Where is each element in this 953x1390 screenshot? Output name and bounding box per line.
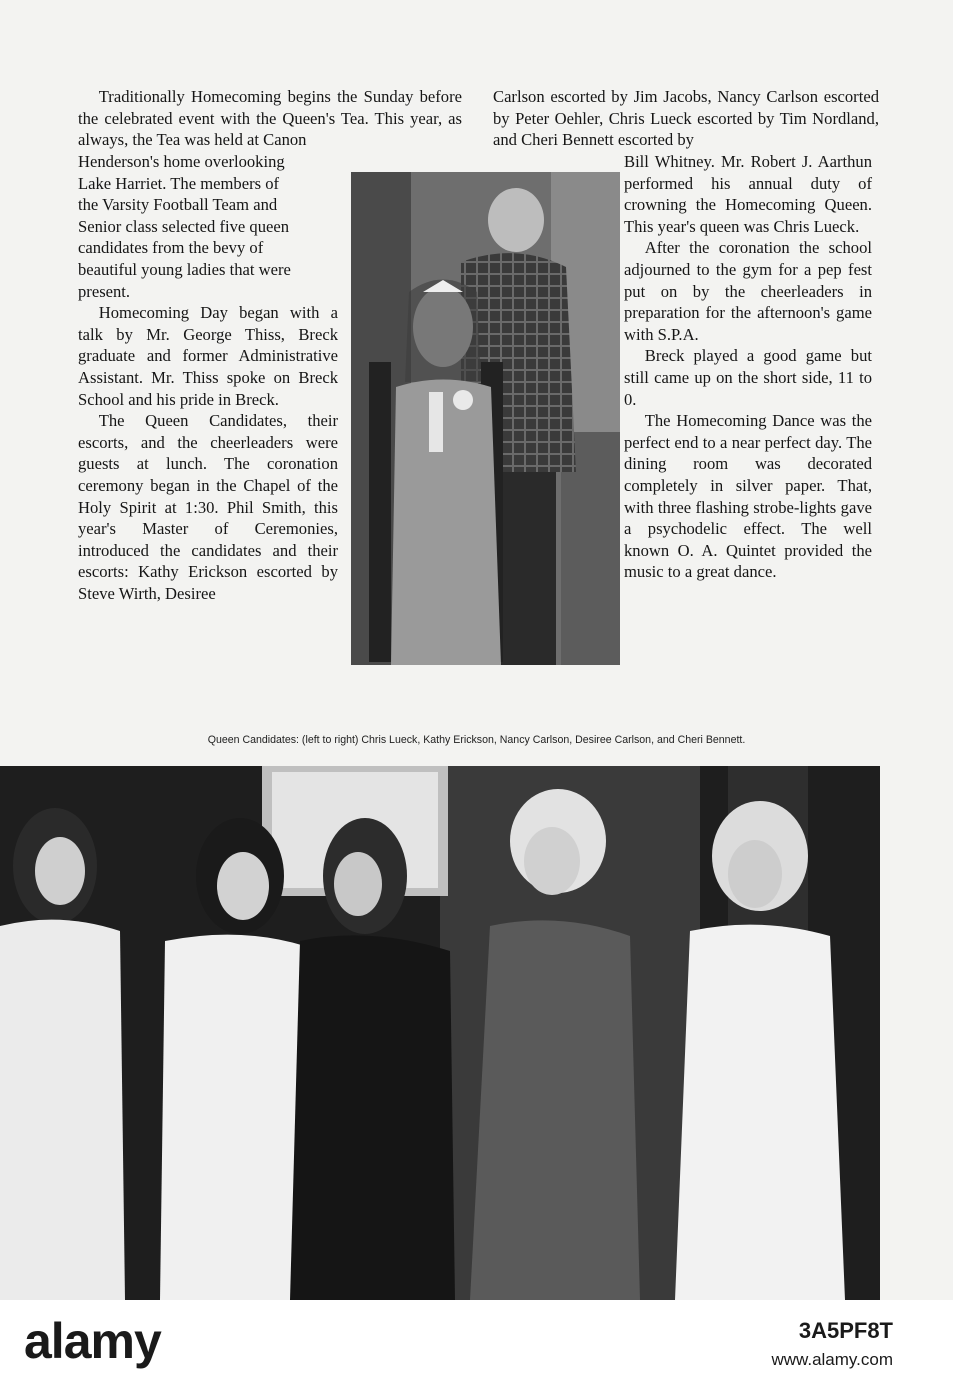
- paragraph-homecoming-day: Homecoming Day began with a talk by Mr. George Thiss, Breck graduate and former Administrative Assistant. Mr. Thiss spoke on Breck School and his pride in Breck.: [78, 303, 338, 409]
- paragraph-coronation: After the coronation the school adjourned to the gym for a pep fest put on by the cheerleaders in preparation for the afternoon's game with S.P.A.: [624, 238, 872, 344]
- queen-candidates-photo: [0, 766, 880, 1300]
- site-url[interactable]: www.alamy.com: [771, 1350, 893, 1369]
- line: the Varsity Football Team and: [78, 195, 278, 215]
- paragraph-queen-candidates: The Queen Candidates, their escorts, and the cheerleaders were guests at lunch. The coronation ceremony began in the Chapel of the Holy Spirit at 1:30. Phil Smith, this year's Master of Ceremonies, introduced the candidates and their escorts: Kathy Erickson escorted by Steve Wirth, Desiree: [78, 411, 338, 603]
- paragraph-intro-cont: [78, 151, 338, 302]
- paragraph-intro: Traditionally Homecoming begins the Sunday before the celebrated event with the Queen's Tea. This year, as always, the Tea was held at Canon: [78, 87, 462, 150]
- article-col2: [624, 151, 872, 583]
- article-col1: [78, 151, 338, 604]
- image-id: 3A5PF8T: [798, 1318, 893, 1343]
- crowning-photo: [351, 172, 620, 665]
- alamy-logo: alamy: [24, 1313, 161, 1369]
- line: Lake Harriet. The members of: [78, 173, 280, 193]
- paragraph-crowning: Bill Whitney. Mr. Robert J. Aarthun performed his annual duty of crowning the Homecoming Queen. This year's queen was Chris Lueck.: [624, 152, 872, 236]
- line: candidates from the bevy of: [78, 238, 264, 258]
- article-col1-top: [78, 86, 462, 151]
- article-col2-top: [493, 86, 879, 151]
- line: Senior class selected five queen: [78, 216, 290, 236]
- paragraph-game: Breck played a good game but still came up on the short side, 11 to 0.: [624, 346, 872, 409]
- paragraph-dance: The Homecoming Dance was the perfect end to a near perfect day. The dining room was decorated completely in silver paper. That, with three flashing strobe-lights gave a psychodelic effect. The well known O. A. Quintet provided the music to a great dance.: [624, 411, 872, 582]
- line: Henderson's home overlooking: [78, 152, 285, 171]
- queen-candidates-photo-art: [0, 766, 880, 1300]
- group-photo-caption: Queen Candidates: (left to right) Chris Lueck, Kathy Erickson, Nancy Carlson, Desiree Carlson, and Cheri Bennett.: [207, 734, 746, 746]
- crowning-photo-art: [351, 172, 620, 665]
- paragraph-escorts: Carlson escorted by Jim Jacobs, Nancy Carlson escorted by Peter Oehler, Chris Lueck escorted by Tim Nordland, and Cheri Bennett escorted by: [493, 87, 879, 150]
- line: present.: [78, 281, 131, 301]
- line: beautiful young ladies that were: [78, 259, 291, 279]
